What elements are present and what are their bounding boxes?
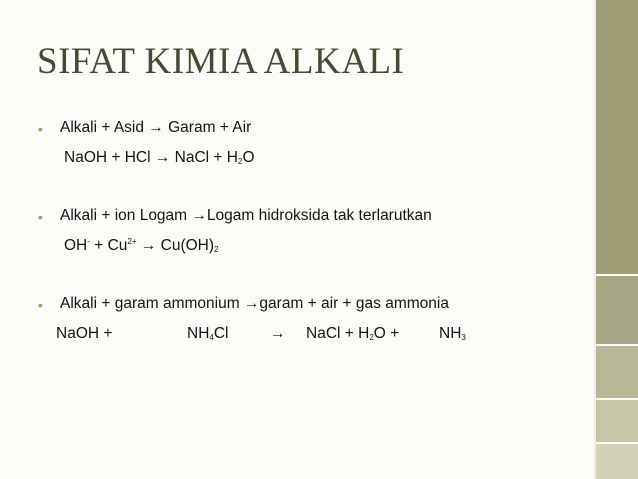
bullet-icon: • <box>38 121 43 137</box>
bullet-2-text: Alkali + ion Logam →Logam hidroksida tak terlarutkan <box>60 207 432 224</box>
bullet-3-eq-arrow: → <box>270 325 286 342</box>
bullet-1-equation: NaOH + HCl → NaCl + $H_2O$ <box>64 149 255 166</box>
sidebar-block <box>596 400 638 442</box>
bullet-icon: • <box>38 297 43 313</box>
bullet-3-text: Alkali + garam ammonium →garam + air + gas ammonia <box>60 295 449 312</box>
bullet-2-equation: $OH^- + Cu^{2+} \to Cu(OH)_2$ <box>64 237 219 254</box>
bullet-3-eq-product-1: NaCl + $H_2O$ + <box>306 325 400 342</box>
sidebar-block <box>596 444 638 479</box>
bullet-3-eq-product-2: $NH_3$ <box>439 325 466 342</box>
sidebar-block <box>596 0 638 274</box>
sidebar-block <box>596 276 638 344</box>
bullet-3-eq-reactant-1: NaOH + <box>56 325 113 342</box>
bullet-3-eq-reactant-2: $NH_4Cl$ <box>187 325 229 342</box>
sidebar-block <box>596 346 638 398</box>
decorative-sidebar <box>596 0 638 479</box>
slide-title: SIFAT KIMIA ALKALI <box>37 41 405 82</box>
bullet-1-text: Alkali + Asid → Garam + Air <box>60 119 252 136</box>
bullet-icon: • <box>38 209 43 225</box>
